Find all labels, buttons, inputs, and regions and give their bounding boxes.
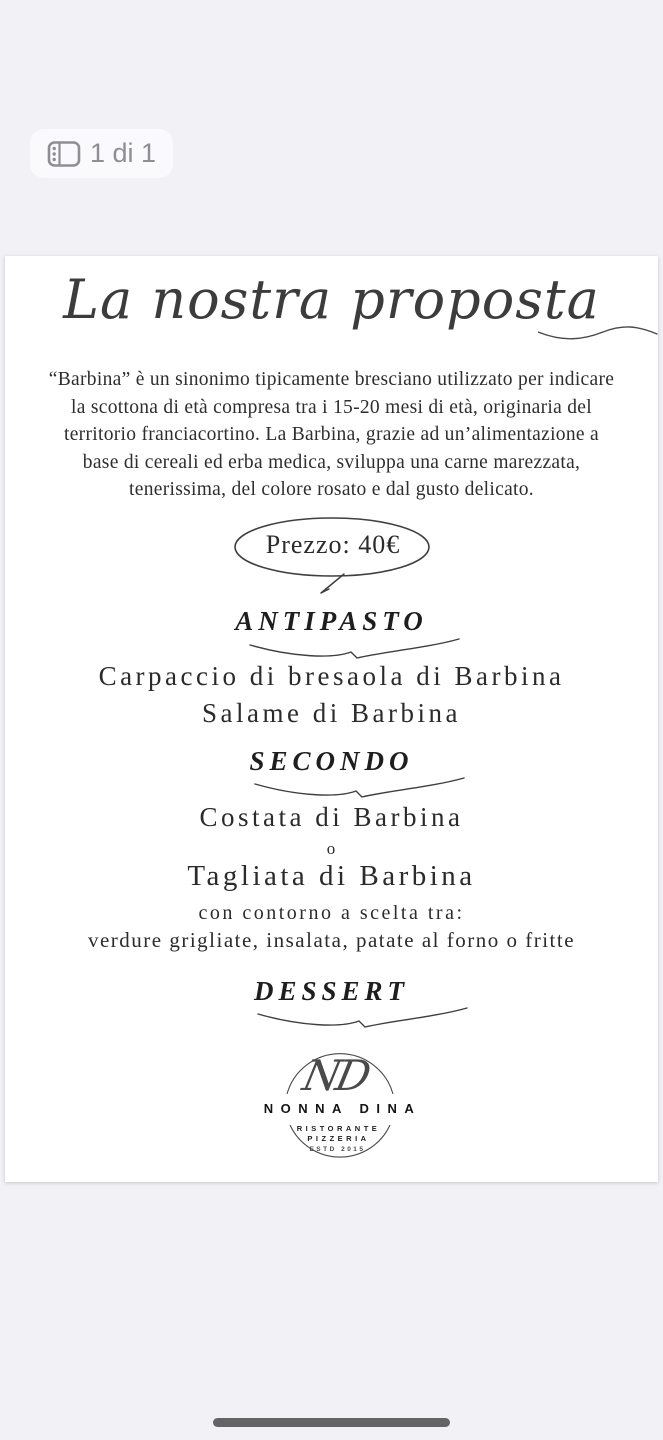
- page-indicator-label: 1 di 1: [90, 138, 157, 168]
- section-header-secondo: SECONDO: [249, 746, 414, 776]
- side-options: verdure grigliate, insalata, patate al forno o fritte: [87, 928, 576, 952]
- side-note: con contorno a scelta tra:: [198, 902, 465, 924]
- menu-document-page: [5, 256, 658, 1182]
- choice-separator: o: [326, 839, 337, 858]
- title-flourish-line: [538, 318, 658, 344]
- restaurant-logo: [235, 1045, 435, 1173]
- description-line: tenerissima, del colore rosato e dal gusto delicato.: [129, 479, 534, 501]
- description-line: base di cereali ed erba medica, sviluppa una carne marezzata,: [82, 451, 581, 473]
- logo-monogram: ND: [298, 1051, 372, 1100]
- section-header-antipasto: ANTIPASTO: [235, 606, 428, 636]
- logo-name: NONNA DINA: [263, 1101, 422, 1116]
- menu-item: Salame di Barbina: [202, 698, 461, 728]
- price-label: Prezzo: 40€: [265, 530, 401, 559]
- section-swash: [252, 777, 467, 799]
- section-swash: [255, 1007, 470, 1029]
- menu-item: Carpaccio di bresaola di Barbina: [98, 661, 565, 691]
- menu-title: La nostra proposta: [63, 268, 600, 331]
- description-line: territorio franciacortino. La Barbina, grazie ad un’alimentazione a: [64, 424, 599, 446]
- logo-established: ESTD 2015: [309, 1146, 366, 1153]
- menu-item: Tagliata di Barbina: [187, 860, 476, 892]
- section-header-dessert: DESSERT: [253, 976, 410, 1006]
- logo-type-pizzeria: PIZZERIA: [307, 1134, 370, 1143]
- menu-item: Costata di Barbina: [199, 802, 464, 832]
- section-swash: [247, 638, 462, 660]
- price-bubble: [228, 515, 438, 603]
- page-thumbnails-icon: [47, 140, 81, 168]
- description-line: la scottona di età compresa tra i 15-20 mesi di età, originaria del: [71, 396, 592, 418]
- description-line: “Barbina” è un sinonimo tipicamente bresciano utilizzato per indicare: [48, 369, 615, 390]
- menu-description: [5, 366, 658, 504]
- home-indicator[interactable]: [213, 1418, 450, 1427]
- logo-type-ristorante: RISTORANTE: [296, 1124, 381, 1133]
- page-indicator-badge[interactable]: [30, 129, 173, 178]
